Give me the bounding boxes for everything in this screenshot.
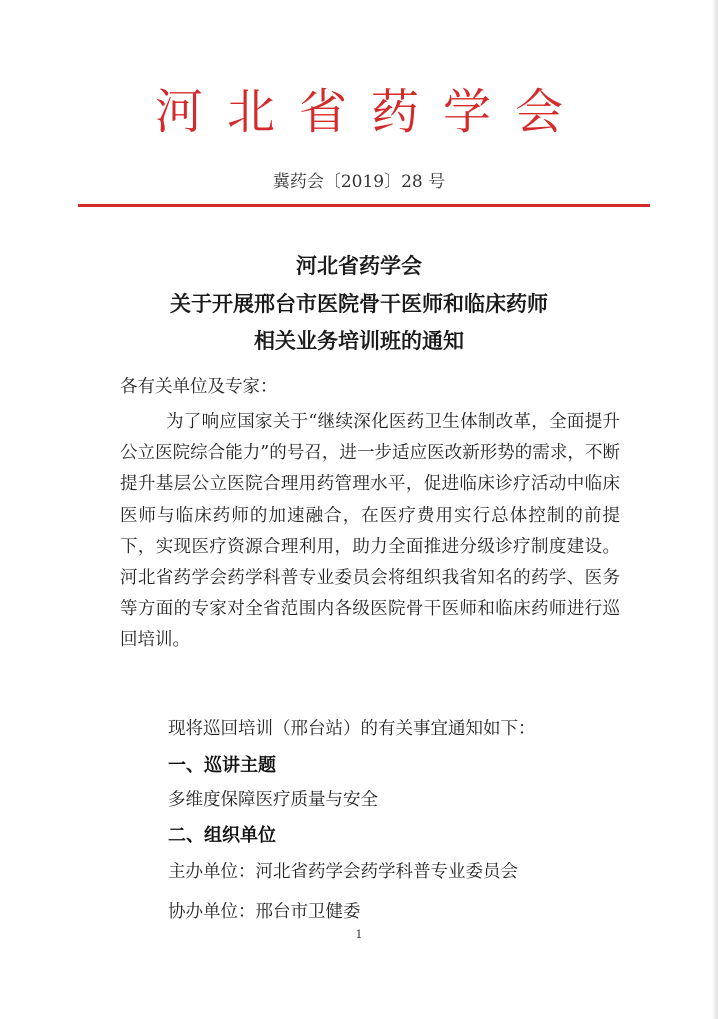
body-paragraph-2: 现将巡回培训（邢台站）的有关事宜通知如下： [168,719,536,739]
section-text-theme: 多维度保障医疗质量与安全 [168,790,378,810]
co-organizer: 协办单位：邢台市卫健委 [168,902,361,922]
document-number: 冀药会〔2019〕28 号 [272,172,446,192]
page-edge-shadow [712,0,718,1019]
section-heading-organizers: 二、组织单位 [168,825,276,846]
section-heading-theme: 一、巡讲主题 [168,755,276,776]
host-organizer: 主办单位：河北省药学会药学科普专业委员会 [168,862,518,882]
body-paragraph-1: 为了响应国家关于“继续深化医药卫生体制改革，全面提升公立医院综合能力”的号召，进一步适应医改新形势的需求，不断提升基层公立医院合理用药管理水平，促进临床诊疗活动中临床医师与临床药师的加速融合，在医疗费用实行总体控制的前提下，实现医疗资源合理利用，助力全面推进分级诊疗制度建设。河北省药学会药学科普专业委员会将组织我省知名的药学、医务等方面的专家对全省范围内各级医院骨干医师和临床药师进行巡回培训。 [120,412,620,651]
notice-title-line3: 相关业务培训班的通知 [254,329,464,353]
notice-title-line1: 河北省药学会 [296,254,422,278]
page-number: 1 [355,928,363,941]
notice-title-line2: 关于开展邢台市医院骨干医师和临床药师 [170,292,548,316]
red-divider [78,204,650,207]
masthead-title: 河北省药学会 [154,84,587,140]
salutation: 各有关单位及专家： [120,377,278,397]
